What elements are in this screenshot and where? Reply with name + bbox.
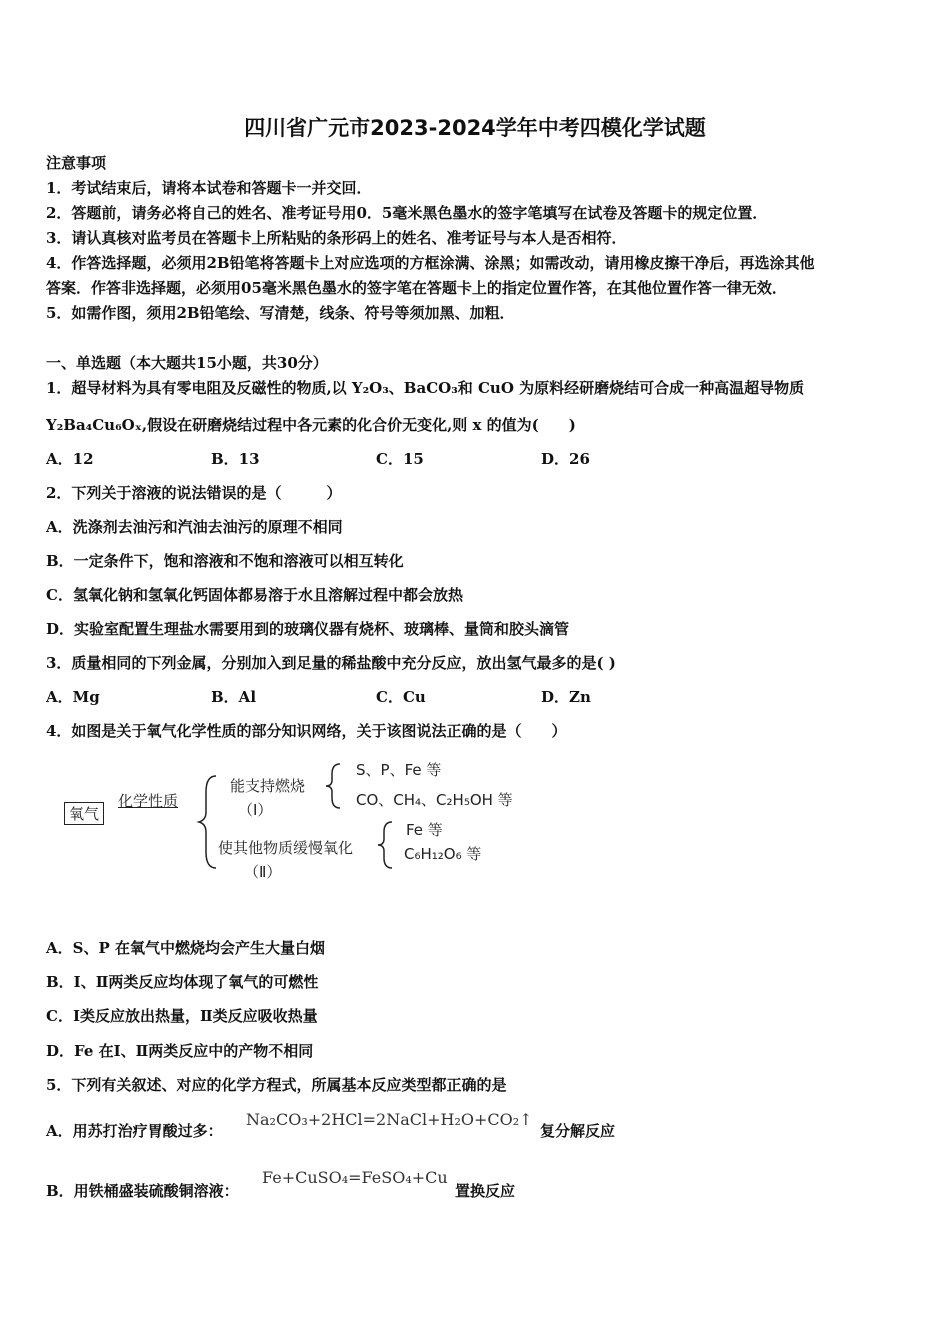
diagram-root-box: 氧气 bbox=[64, 802, 104, 825]
q4-option-d: D．Fe 在Ⅰ、Ⅱ两类反应中的产物不相同 bbox=[46, 1042, 314, 1060]
diagram-branch1: 能支持燃烧 bbox=[230, 777, 306, 795]
page-title: 四川省广元市2023-2024学年中考四模化学试题 bbox=[244, 116, 706, 140]
q4-stem: 4．如图是关于氧气化学性质的部分知识网络，关于该图说法正确的是（ ） bbox=[46, 722, 567, 740]
q1-stem-line1: 1．超导材料为具有零电阻及反磁性的物质,以 Y₂O₃、BaCO₃和 CuO 为原料经研磨烧结可合成一种高温超导物质 bbox=[46, 379, 805, 397]
notice-heading: 注意事项 bbox=[46, 154, 107, 172]
diagram-property: 化学性质 bbox=[118, 792, 179, 810]
q1-option-a: A．12 bbox=[46, 450, 94, 468]
q3-option-b: B．Al bbox=[211, 688, 257, 706]
q5-option-b-equation: Fe+CuSO₄=FeSO₄+Cu bbox=[262, 1168, 448, 1187]
q1-option-d: D．26 bbox=[541, 450, 590, 468]
diagram-branch1-tag: （Ⅰ） bbox=[238, 801, 273, 819]
q5-option-a-equation: Na₂CO₃+2HCl=2NaCl+H₂O+CO₂↑ bbox=[246, 1110, 533, 1129]
q1-option-b: B．13 bbox=[211, 450, 260, 468]
q5-stem: 5．下列有关叙述、对应的化学方程式，所属基本反应类型都正确的是 bbox=[46, 1076, 507, 1094]
q4-option-c: C．Ⅰ类反应放出热量，Ⅱ类反应吸收热量 bbox=[46, 1007, 318, 1025]
section-heading: 一、单选题（本大题共15小题，共30分） bbox=[46, 354, 328, 372]
diagram-branch1-b: CO、CH₄、C₂H₅OH 等 bbox=[356, 791, 513, 809]
diagram-branch2-b: C₆H₁₂O₆ 等 bbox=[404, 845, 482, 863]
q2-option-b: B．一定条件下，饱和溶液和不饱和溶液可以相互转化 bbox=[46, 552, 404, 570]
notice-item: 4．作答选择题，必须用2B铅笔将答题卡上对应选项的方框涂满、涂黑；如需改动，请用橡皮擦干净后，再选涂其他 bbox=[46, 254, 815, 272]
q5-option-b-type: 置换反应 bbox=[455, 1182, 516, 1200]
q5-option-a-label: A．用苏打治疗胃酸过多： bbox=[46, 1122, 223, 1140]
q4-option-a: A．S、P 在氧气中燃烧均会产生大量白烟 bbox=[46, 939, 325, 957]
q5-option-b-label: B．用铁桶盛装硫酸铜溶液： bbox=[46, 1182, 239, 1200]
q2-stem: 2．下列关于溶液的说法错误的是（ ） bbox=[46, 484, 342, 502]
q3-stem: 3．质量相同的下列金属，分别加入到足量的稀盐酸中充分反应，放出氢气最多的是( ) bbox=[46, 654, 616, 672]
diagram-branch1-a: S、P、Fe 等 bbox=[356, 761, 442, 779]
q5-option-a-type: 复分解反应 bbox=[540, 1122, 616, 1140]
notice-item: 1．考试结束后，请将本试卷和答题卡一并交回． bbox=[46, 179, 372, 197]
q3-option-d: D．Zn bbox=[541, 688, 591, 706]
q4-option-b: B．Ⅰ、Ⅱ两类反应均体现了氧气的可燃性 bbox=[46, 973, 319, 991]
notice-item: 2．答题前，请务必将自己的姓名、准考证号用0．5毫米黑色墨水的签字笔填写在试卷及答题卡的规定位置． bbox=[46, 204, 768, 222]
q3-option-c: C．Cu bbox=[376, 688, 426, 706]
q1-stem-line2: Y₂Ba₄Cu₆Oₓ,假设在研磨烧结过程中各元素的化合价无变化,则 x 的值为( ) bbox=[46, 416, 576, 434]
q3-option-a: A．Mg bbox=[46, 688, 100, 706]
diagram-branch2-tag: （Ⅱ） bbox=[244, 863, 282, 881]
q2-option-a: A．洗涤剂去油污和汽油去油污的原理不相同 bbox=[46, 518, 343, 536]
notice-item: 答案．作答非选择题，必须用05毫米黑色墨水的签字笔在答题卡上的指定位置作答，在其他位置作答一律无效． bbox=[46, 279, 787, 297]
q2-option-d: D．实验室配置生理盐水需要用到的玻璃仪器有烧杯、玻璃棒、量筒和胶头滴管 bbox=[46, 620, 570, 638]
diagram-branch2-a: Fe 等 bbox=[406, 821, 443, 839]
notice-item: 3．请认真核对监考员在答题卡上所粘贴的条形码上的姓名、准考证号与本人是否相符． bbox=[46, 229, 627, 247]
diagram-brace-2 bbox=[374, 820, 398, 870]
diagram-brace-1 bbox=[322, 762, 346, 810]
diagram-branch2: 使其他物质缓慢氧化 bbox=[218, 839, 354, 857]
q1-option-c: C．15 bbox=[376, 450, 424, 468]
q2-option-c: C．氢氧化钠和氢氧化钙固体都易溶于水且溶解过程中都会放热 bbox=[46, 586, 463, 604]
notice-item: 5．如需作图，须用2B铅笔绘、写清楚，线条、符号等须加黑、加粗． bbox=[46, 304, 515, 322]
